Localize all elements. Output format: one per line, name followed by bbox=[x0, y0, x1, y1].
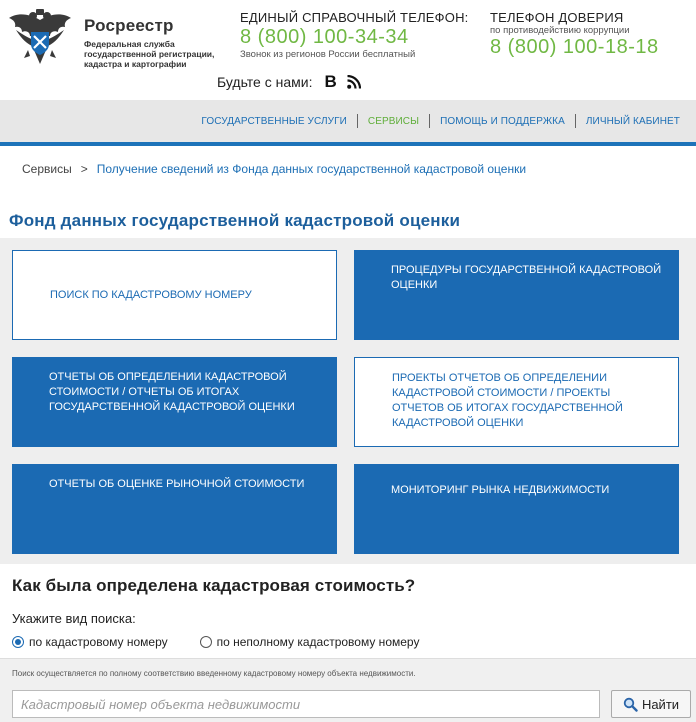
magnifier-icon bbox=[623, 697, 638, 712]
vk-icon[interactable]: B bbox=[324, 72, 337, 91]
search-button-label: Найти bbox=[641, 696, 680, 712]
tile-valuation-procedures[interactable] bbox=[354, 250, 679, 340]
tile-cadastral-search[interactable] bbox=[12, 250, 337, 340]
brand-subtitle: Федеральная служба государственной регистрации, кадастра и картографии bbox=[84, 39, 215, 69]
nav-item-gov-services[interactable]: ГОСУДАРСТВЕННЫЕ УСЛУГИ bbox=[201, 115, 347, 127]
radio-full-number[interactable] bbox=[12, 635, 168, 649]
page-title: Фонд данных государственной кадастровой оценки bbox=[9, 211, 461, 230]
rss-icon[interactable] bbox=[347, 75, 361, 89]
cadastral-number-input[interactable] bbox=[12, 690, 600, 718]
search-type-options bbox=[12, 635, 451, 649]
social-links bbox=[217, 72, 361, 92]
tile-label: ПРОЕКТЫ ОТЧЕТОВ ОБ ОПРЕДЕЛЕНИИ КАДАСТРОВОЙ СТОИМОСТИ / ПРОЕКТЫ ОТЧЕТОВ ОБ ИТОГАХ ГОСУДАРСТВЕННОЙ КАДАСТРОВОЙ ОЦЕНКИ bbox=[392, 372, 623, 429]
trustline-sub: по противодействию коррупции bbox=[490, 25, 630, 36]
hotline-block bbox=[240, 10, 468, 60]
hotline-label: ЕДИНЫЙ СПРАВОЧНЫЙ ТЕЛЕФОН: bbox=[240, 10, 469, 25]
trustline-block bbox=[490, 10, 659, 59]
hotline-note: Звонок из регионов России бесплатный bbox=[240, 49, 416, 60]
tile-label: ПРОЦЕДУРЫ ГОСУДАРСТВЕННОЙ КАДАСТРОВОЙ ОЦЕНКИ bbox=[391, 264, 662, 291]
radio-label: по кадастровому номеру bbox=[29, 635, 168, 649]
search-heading: Как была определена кадастровая стоимость? bbox=[12, 576, 416, 595]
nav-item-account[interactable]: ЛИЧНЫЙ КАБИНЕТ bbox=[585, 115, 680, 127]
rosreestr-emblem-icon[interactable] bbox=[6, 6, 74, 68]
nav-item-services[interactable]: СЕРВИСЫ bbox=[367, 115, 420, 127]
breadcrumb-separator: > bbox=[80, 162, 88, 176]
tile-label: ОТЧЕТЫ ОБ ОЦЕНКЕ РЫНОЧНОЙ СТОИМОСТИ bbox=[49, 478, 305, 490]
tile-label: ОТЧЕТЫ ОБ ОПРЕДЕЛЕНИИ КАДАСТРОВОЙ СТОИМОСТИ / ОТЧЕТЫ ОБ ИТОГАХ ГОСУДАРСТВЕННОЙ КАДАСТРОВОЙ ОЦЕНКИ bbox=[49, 371, 295, 413]
radio-label: по неполному кадастровому номеру bbox=[216, 635, 420, 649]
search-hint: Поиск осуществляется по полному соответствию введенному кадастровому номеру объекта недвижимости. bbox=[12, 669, 416, 678]
hotline-number[interactable]: 8 (800) 100-34-34 bbox=[240, 26, 409, 48]
tile-valuation-reports[interactable] bbox=[12, 357, 337, 447]
radio-button[interactable] bbox=[200, 636, 212, 648]
nav-item-help[interactable]: ПОМОЩЬ И ПОДДЕРЖКА bbox=[440, 115, 565, 127]
search-button[interactable] bbox=[611, 690, 691, 718]
main-nav bbox=[0, 100, 696, 146]
breadcrumb-current[interactable]: Получение сведений из Фонда данных государственной кадастровой оценки bbox=[96, 162, 527, 176]
breadcrumb-root[interactable]: Сервисы bbox=[22, 162, 72, 176]
radio-button-checked[interactable] bbox=[12, 636, 24, 648]
tile-draft-reports[interactable] bbox=[354, 357, 679, 447]
tile-market-value-reports[interactable] bbox=[12, 464, 337, 554]
trustline-number[interactable]: 8 (800) 100-18-18 bbox=[490, 36, 659, 58]
social-label: Будьте с нами: bbox=[217, 74, 313, 90]
brand-name[interactable]: Росреестр bbox=[84, 16, 174, 35]
search-type-label: Укажите вид поиска: bbox=[12, 611, 136, 626]
tile-market-monitoring[interactable] bbox=[354, 464, 679, 554]
tile-label: ПОИСК ПО КАДАСТРОВОМУ НОМЕРУ bbox=[50, 288, 252, 301]
radio-partial-number[interactable] bbox=[200, 635, 420, 649]
breadcrumb bbox=[22, 162, 526, 176]
tile-label: МОНИТОРИНГ РЫНКА НЕДВИЖИМОСТИ bbox=[391, 484, 610, 496]
trustline-label: ТЕЛЕФОН ДОВЕРИЯ bbox=[490, 10, 624, 25]
